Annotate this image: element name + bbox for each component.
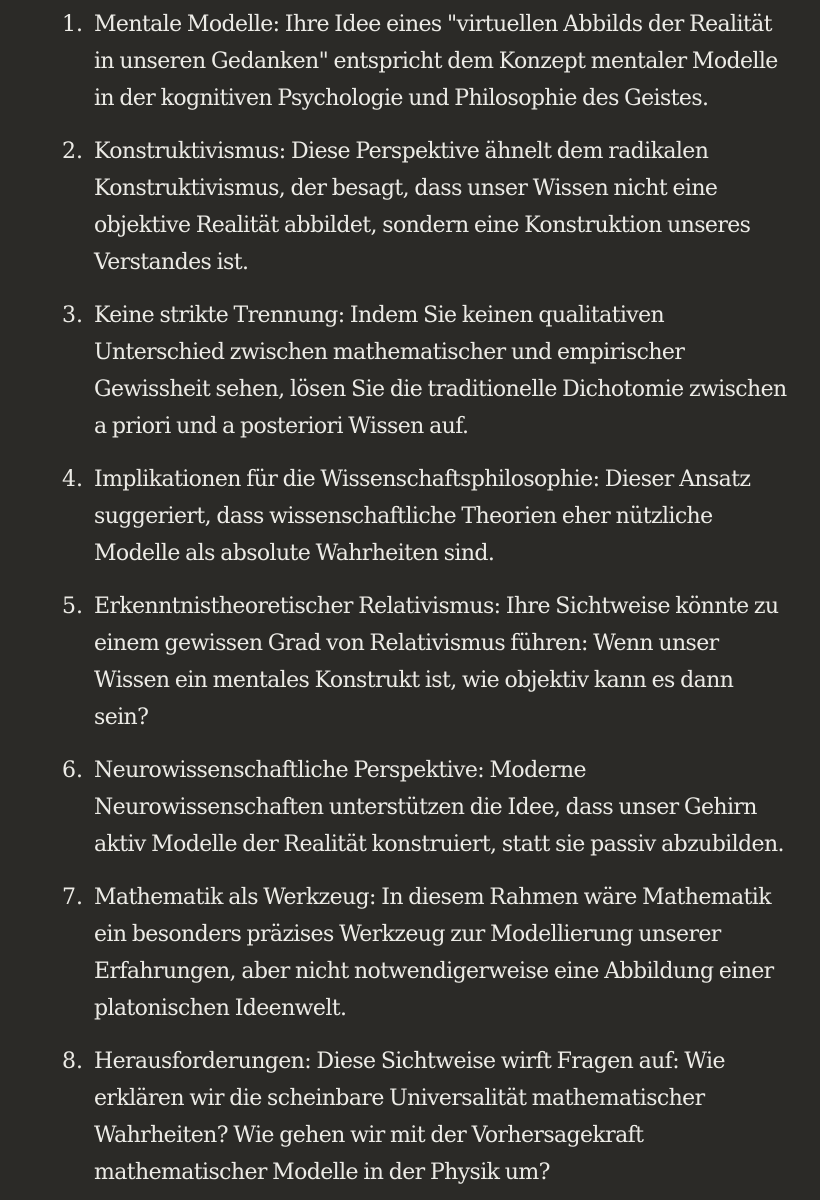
list-number: 4. [62, 467, 83, 492]
list-item-3 [0, 297, 820, 445]
list-item-2 [0, 133, 820, 281]
list-number: 8. [62, 1049, 83, 1074]
list-item-text: Mathematik als Werkzeug: In diesem Rahmen wäre Mathematik ein besonders präzises Werkzeug zur Modellierung unserer Erfahrungen, aber nicht notwendigerweise eine Abbildung einer platonischen Ideenwelt. [94, 885, 774, 1021]
list-number: 6. [62, 758, 83, 783]
list-number: 7. [62, 885, 83, 910]
list-item-4 [0, 461, 820, 572]
list-item-text: Erkenntnistheoretischer Relativismus: Ihre Sichtweise könnte zu einem gewissen Grad von Relativismus führen: Wenn unser Wissen ein mentales Konstrukt ist, wie objektiv kann es dann sein? [94, 594, 779, 730]
list-item-text: Mentale Modelle: Ihre Idee eines "virtuellen Abbilds der Realität in unseren Gedanken" entspricht dem Konzept mentaler Modelle in der kognitiven Psychologie und Philosophie des Geistes. [94, 12, 778, 111]
list-item-1 [0, 6, 820, 117]
list-number: 2. [62, 139, 83, 164]
list-item-7 [0, 879, 820, 1027]
list-item-text: Neurowissenschaftliche Perspektive: Moderne Neurowissenschaften unterstützen die Idee, dass unser Gehirn aktiv Modelle der Realität konstruiert, statt sie passiv abzubilden. [94, 758, 784, 857]
list-number: 5. [62, 594, 83, 619]
list-number: 1. [62, 12, 83, 37]
list-item-text: Herausforderungen: Diese Sichtweise wirft Fragen auf: Wie erklären wir die scheinbare Universalität mathematischer Wahrheiten? Wie gehen wir mit der Vorhersagekraft mathematischer Modelle in der Physik um? [94, 1049, 725, 1185]
list-item-text: Keine strikte Trennung: Indem Sie keinen qualitativen Unterschied zwischen mathematischer und empirischer Gewissheit sehen, lösen Sie die traditionelle Dichotomie zwischen a priori und a posteriori Wissen auf. [94, 303, 787, 439]
list-number: 3. [62, 303, 83, 328]
list-item-8 [0, 1043, 820, 1191]
list-item-text: Implikationen für die Wissenschaftsphilosophie: Dieser Ansatz suggeriert, dass wissenschaftliche Theorien eher nützliche Modelle als absolute Wahrheiten sind. [94, 467, 751, 566]
list-item-5 [0, 588, 820, 736]
list-item-text: Konstruktivismus: Diese Perspektive ähnelt dem radikalen Konstruktivismus, der besagt, dass unser Wissen nicht eine objektive Realität abbildet, sondern eine Konstruktion unseres Verstandes ist. [94, 139, 751, 275]
list-item-6 [0, 752, 820, 863]
